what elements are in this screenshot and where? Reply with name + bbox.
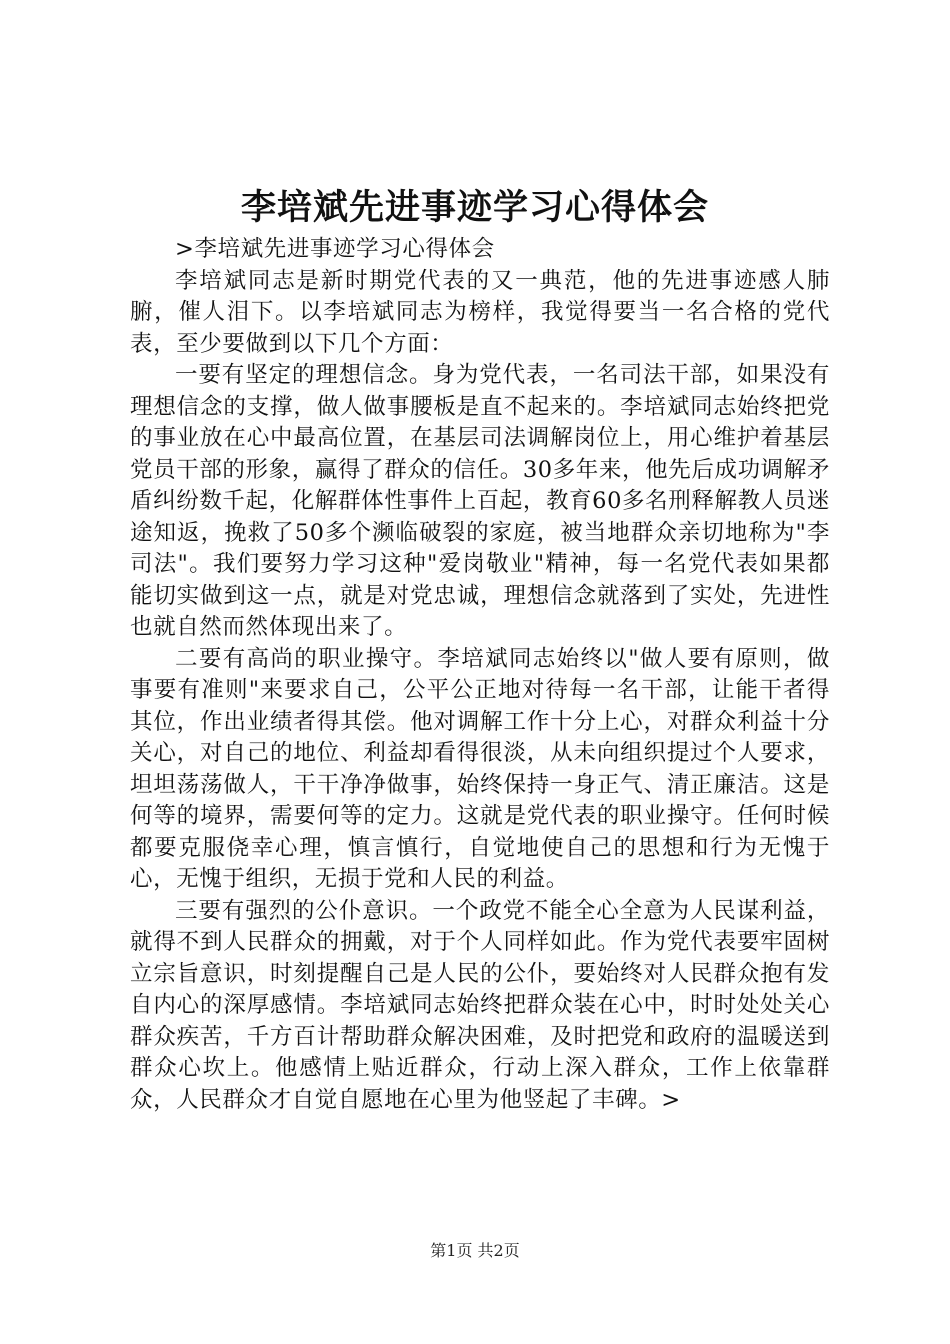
intro-paragraph: 李培斌同志是新时期党代表的又一典范，他的先进事迹感人肺腑，催人泪下。以李培斌同志为榜样，我觉得要当一名合格的党代表，至少要做到以下几个方面： <box>130 267 830 357</box>
point-two-paragraph: 二要有高尚的职业操守。李培斌同志始终以"做人要有原则，做事要有准则"来要求自己，公平公正地对待每一名干部，让能干者得其位，作出业绩者得其偿。他对调解工作十分上心，对群众利益十分关心，对自己的地位、利益却看得很淡，从未向组织提过个人要求，坦坦荡荡做人，干干净净做事，始终保持一身正气、清正廉洁。这是何等的境界，需要何等的定力。这就是党代表的职业操守。任何时候都要克服侥幸心理，慎言慎行，自觉地使自己的思想和行为无愧于心，无愧于组织，无损于党和人民的利益。 <box>130 645 830 892</box>
subtitle-paragraph: >李培斌先进事迹学习心得体会 <box>175 236 495 262</box>
page-number-footer: 第1页 共2页 <box>430 1241 520 1260</box>
document-title: 李培斌先进事迹学习心得体会 <box>240 188 709 228</box>
point-one-paragraph: 一要有坚定的理想信念。身为党代表，一名司法干部，如果没有理想信念的支撑，做人做事腰板是直不起来的。李培斌同志始终把党的事业放在心中最高位置，在基层司法调解岗位上，用心维护着基层党员干部的形象，赢得了群众的信任。30多年来，他先后成功调解矛盾纠纷数千起，化解群体性事件上百起，教育60多名刑释解教人员迷途知返，挽救了50多个濒临破裂的家庭，被当地群众亲切地称为"李司法"。我们要努力学习这种"爱岗敬业"精神，每一名党代表如果都能切实做到这一点，就是对党忠诚，理想信念就落到了实处，先进性也就自然而然体现出来了。 <box>130 362 830 640</box>
point-three-paragraph: 三要有强烈的公仆意识。一个政党不能全心全意为人民谋利益，就得不到人民群众的拥戴，对于个人同样如此。作为党代表要牢固树立宗旨意识，时刻提醒自己是人民的公仆，要始终对人民群众抱有发自内心的深厚感情。李培斌同志始终把群众装在心中，时时处处关心群众疾苦，千方百计帮助群众解决困难，及时把党和政府的温暖送到群众心坎上。他感情上贴近群众，行动上深入群众，工作上依靠群众，人民群众才自觉自愿地在心里为他竖起了丰碑。> <box>130 897 830 1113</box>
document-body <box>130 234 830 1116</box>
